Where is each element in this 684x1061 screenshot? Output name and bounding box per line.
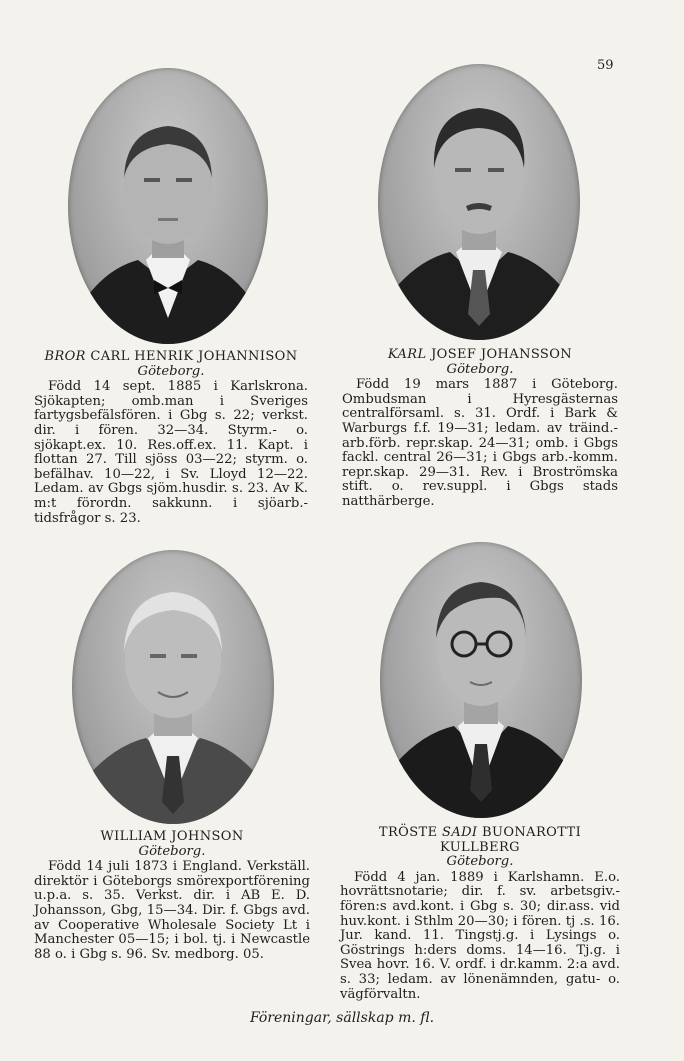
person-bio: Född 19 mars 1887 i Göteborg. Ombudsman i Hyresgästernas centralförsaml. s. 31. Ordf. i Bark & Warburgs f.f. 19—31; ledam. av träind.-arb.förb. repr.skap. 24—31; omb. i Gbgs fackl. central 26—31; i Gbgs arb.-komm. repr.skap. 29—31. Rev. i Broströmska stift. o. rev.suppl. i Gbgs stads natthärberge. — [342, 377, 618, 509]
portrait-william-johnson — [72, 550, 274, 824]
person-city: Göteborg. — [137, 363, 205, 379]
portrait-kullberg — [380, 542, 582, 818]
person-bio: Född 14 sept. 1885 i Karlskrona. Sjökapten; omb.man i Sveriges fartygsbefälsfören. i Gbg s. 22; verkst. dir. i fören. 32—34. Styrm.- o. sjökapt.ex. 10. Res.off.ex. 11. Kapt. i flottan 27. Till sjöss 03—22; styrm. o. befälhav. 10—22, i Sv. Lloyd 12—22. Ledam. av Gbgs sjöm.husdir. s. 23. Av K. m:t förordn. sakkunn. i sjöarb.-tidsfrågor s. 23. — [34, 379, 308, 526]
portrait-josef-johansson — [378, 64, 580, 340]
page-number: 59 — [597, 58, 614, 73]
entry-josef-johansson — [342, 348, 618, 510]
entry-william-johnson — [34, 830, 310, 962]
portrait-photo — [72, 550, 274, 824]
portrait-photo — [68, 68, 268, 344]
person-name: BROR CARL HENRIK JOHANNISON — [44, 349, 298, 364]
person-name: WILLIAM JOHNSON — [100, 829, 244, 844]
entry-johannison — [34, 350, 308, 526]
person-city: Göteborg. — [446, 854, 514, 870]
person-name: KARL JOSEF JOHANSSON — [387, 347, 573, 362]
portrait-photo — [378, 64, 580, 340]
portrait-johannison — [68, 68, 268, 344]
person-bio: Född 14 juli 1873 i England. Verkställ. direktör i Göteborgs smörexportförening u.p.a. s. 35. Verkst. dir. i AB E. D. Johansson, Gbg, 15—34. Dir. f. Gbgs avd. av Cooperative Wholesale Society Lt i Manchester 05—15; i bol. tj. i Newcastle 88 o. i Gbg s. 96. Sv. medborg. 05. — [34, 859, 310, 962]
person-bio: Född 4 jan. 1889 i Karlshamn. E.o. hovrättsnotarie; dir. f. sv. arbetsgiv.-fören:s avd.kont. i Gbg s. 30; dir.ass. vid huv.kont. i Sthlm 20—30; i fören. tj .s. 16. Jur. kand. 11. Tingstj.g. i Lysings o. Göstrings h:ders doms. 14—16. Tj.g. i Svea hovr. 16. V. ordf. i dr.kamm. 2:a avd. s. 33; ledam. av lönenämnden, gatu- o. vägförvaltn. — [340, 869, 620, 1002]
person-city: Göteborg. — [446, 361, 514, 377]
page-footer: Föreningar, sällskap m. fl. — [249, 1010, 435, 1026]
entry-kullberg — [340, 826, 620, 1002]
portrait-photo — [380, 542, 582, 818]
person-name: TRÖSTE SADI BUONAROTTI KULLBERG — [378, 825, 582, 855]
person-city: Göteborg. — [138, 843, 206, 859]
